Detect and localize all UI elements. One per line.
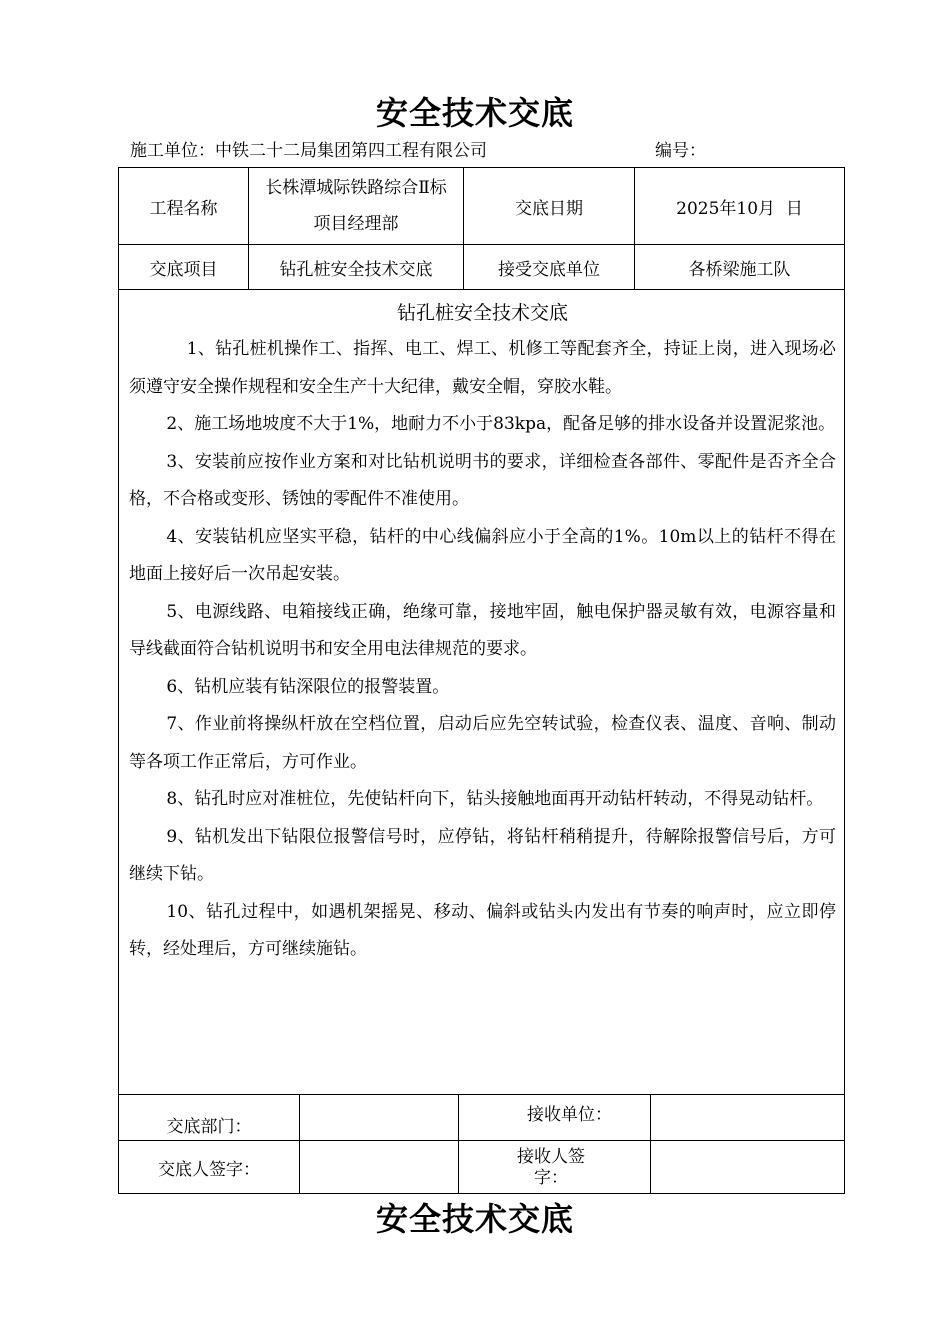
content-paragraph: 1、钻孔桩机操作工、指挥、电工、焊工、机修工等配套齐全，持证上岗，进入现场必须遵守安全操作规程和安全生产十大纪律，戴安全帽，穿胶水鞋。 (129, 339, 836, 397)
signer-label: 交底人签字： (158, 1160, 260, 1180)
content-paragraph: 3、安装前应按作业方案和对比钻机说明书的要求，详细检查各部件、零配件是否齐全合格，不合格或变形、锈蚀的零配件不准使用。 (129, 451, 836, 509)
content-body (129, 331, 836, 969)
row-divider (119, 289, 844, 290)
item-value: 钻孔桩安全技术交底 (279, 259, 433, 280)
content-paragraph: 7、作业前将操纵杆放在空档位置，启动后应先空转试验，检查仪表、温度、音响、制动等各项工作正常后，方可作业。 (129, 714, 836, 772)
project-name-label: 工程名称 (149, 198, 218, 219)
construction-unit: 施工单位：中铁二十二局集团第四工程有限公司 (130, 141, 487, 161)
content-paragraph: 2、施工场地坡度不大于1%，地耐力不小于83kpa，配备足够的排水设备并设置泥浆池。 (166, 414, 836, 434)
project-name-value: 长株潭城际铁路综合Ⅱ标项目经理部 (265, 178, 447, 234)
document-title: 安全技术交底 (375, 94, 574, 132)
content-paragraph: 10、钻孔过程中，如遇机架摇晃、移动、偏斜或钻头内发出有节奏的响声时，应立即停转，经处理后，方可继续施钻。 (129, 901, 836, 959)
disclosure-form (118, 167, 845, 1194)
content-paragraph: 9、钻机发出下钻限位报警信号时，应停钻，将钻杆稍稍提升，待解除报警信号后，方可继续下钻。 (129, 826, 836, 884)
receiver-value: 各桥梁施工队 (688, 259, 791, 280)
dept-label: 交底部门： (166, 1117, 252, 1137)
serial-number-label: 编号： (655, 141, 706, 161)
content-paragraph: 8、钻孔时应对准桩位，先使钻杆向下，钻头接触地面再开动钻杆转动，不得晃动钻杆。 (166, 789, 824, 809)
content-paragraph: 4、安装钻机应坚实平稳，钻杆的中心线偏斜应小于全高的1%。10m以上的钻杆不得在地面上接好后一次吊起安装。 (129, 526, 836, 584)
content-heading: 钻孔桩安全技术交底 (396, 302, 568, 324)
receiver-unit-label: 接收单位： (527, 1105, 612, 1125)
column-divider (299, 1094, 300, 1194)
content-paragraph: 6、钻机应装有钻深限位的报警装置。 (166, 676, 450, 697)
date-label: 交底日期 (515, 198, 583, 219)
column-divider (650, 1094, 651, 1194)
receiver-label: 接受交底单位 (498, 259, 600, 280)
content-paragraph: 5、电源线路、电箱接线正确，绝缘可靠，接地牢固，触电保护器灵敏有效，电源容量和导线截面符合钻机说明书和安全用电法律规范的要求。 (129, 601, 836, 659)
date-value: 2025年10月 日 (676, 198, 803, 219)
item-label: 交底项目 (149, 259, 218, 280)
document-title-repeat: 安全技术交底 (375, 1200, 574, 1238)
receiver-signer-label: 接收人签字： (517, 1147, 585, 1188)
